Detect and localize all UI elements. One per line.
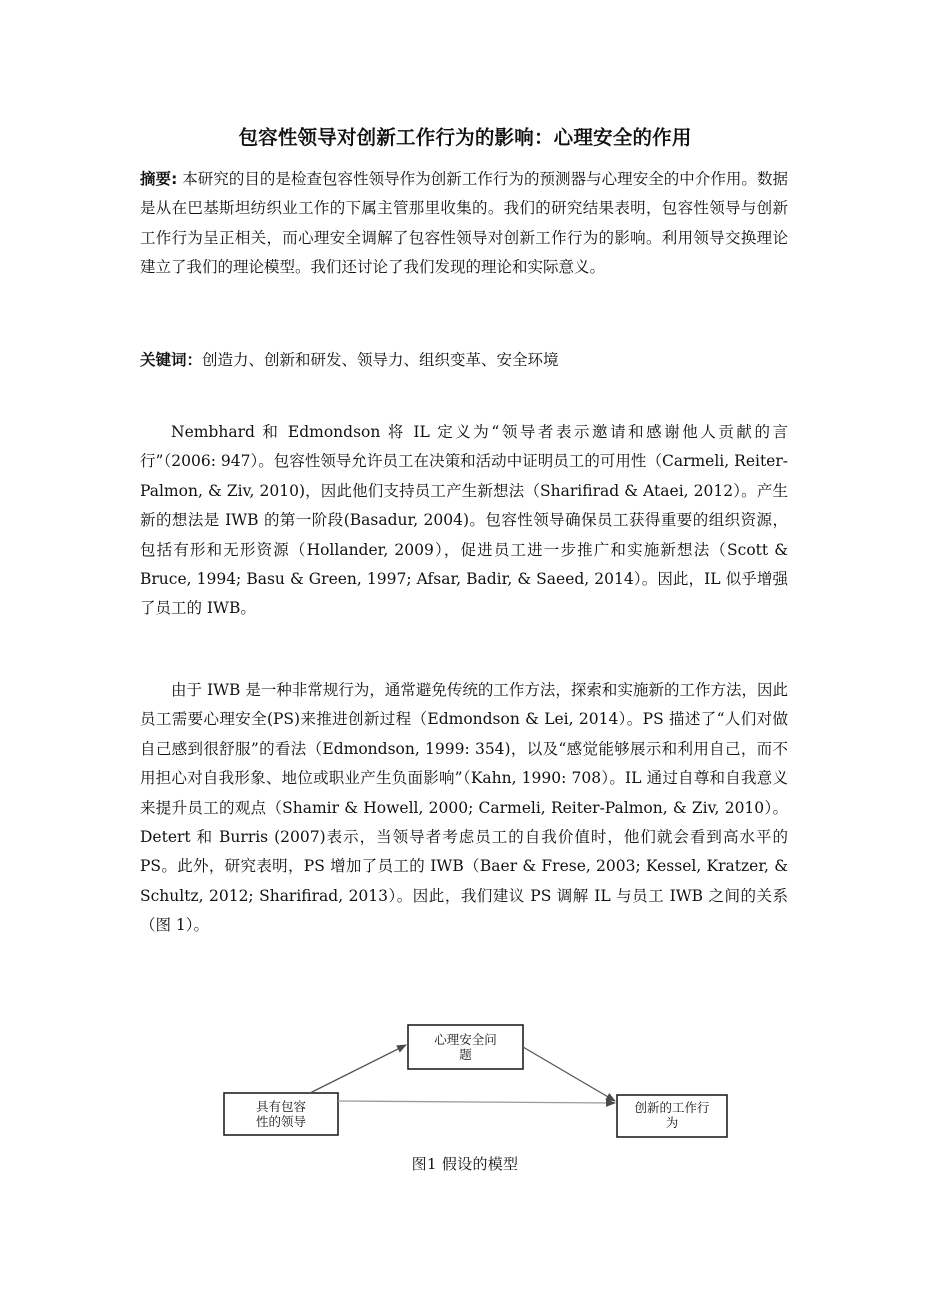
keywords xyxy=(140,346,788,375)
box-psych-safety: 心理安全问 题 xyxy=(434,1032,497,1062)
figure-caption: 图1 假设的模型 xyxy=(411,1155,519,1173)
box-innovative-work-behavior: 创新的工作行 为 xyxy=(634,1100,710,1130)
arrow-il-to-ps xyxy=(310,1045,406,1093)
abstract-label: 摘要: xyxy=(140,170,178,188)
body-paragraph-1: Nembhard 和 Edmondson 将 IL 定义为“领导者表示邀请和感谢他人贡献的言行”（2006: 947）。包容性领导允许员工在决策和活动中证明员工的可用性（Carmeli, Reiter-Palmon, & Ziv, 2010)，因此他们支持员工产生新想法（Sharifirad & Ataei, 2012）。产生新的想法是 IWB 的第一阶段(Basadur, 2004)。包容性领导确保员工获得重要的组织资源，包括有形和无形资源（Hollander, 2009），促进员工进一步推广和实施新想法（Scott & Bruce, 1994; Basu & Green, 1997; Afsar, Badir, & Saeed, 2014）。因此，IL 似乎增强了员工的 IWB。 xyxy=(140,423,788,618)
abstract xyxy=(140,165,788,283)
arrow-ps-to-iwb xyxy=(523,1047,615,1101)
abstract-text: 本研究的目的是检查包容性领导作为创新工作行为的预测器与心理安全的中介作用。数据是从在巴基斯坦纺织业工作的下属主管那里收集的。我们的研究结果表明，包容性领导与创新工作行为呈正相关，而心理安全调解了包容性领导对创新工作行为的影响。利用领导交换理论建立了我们的理论模型。我们还讨论了我们发现的理论和实际意义。 xyxy=(140,170,788,277)
hypothesized-model-figure xyxy=(200,1015,760,1155)
keywords-text: 创造力、创新和研发、领导力、组织变革、安全环境 xyxy=(202,351,559,369)
body-paragraph-2: 由于 IWB 是一种非常规行为，通常避免传统的工作方法，探索和实施新的工作方法，因此员工需要心理安全(PS)来推进创新过程（Edmondson & Lei, 2014）。PS 描述了“人们对做自己感到很舒服”的看法（Edmondson, 1999: 354)，以及“感觉能够展示和利用自己，而不用担心对自我形象、地位或职业产生负面影响”（Kahn, 1990: 708）。IL 通过自尊和自我意义来提升员工的观点（Shamir & Howell, 2000; Carmeli, Reiter-Palmon, & Ziv, 2010）。Detert 和 Burris (2007)表示，当领导者考虑员工的自我价值时，他们就会看到高水平的 PS。此外，研究表明，PS 增加了员工的 IWB（Baer & Frese, 2003; Kessel, Kratzer, & Schultz, 2012; Sharifirad, 2013）。因此，我们建议 PS 调解 IL 与员工 IWB 之间的关系（图 1）。 xyxy=(140,681,788,935)
paper-title: 包容性领导对创新工作行为的影响：心理安全的作用 xyxy=(238,126,692,149)
box-inclusive-leadership: 具有包容 性的领导 xyxy=(255,1099,306,1129)
keywords-label: 关键词： xyxy=(140,351,203,369)
arrow-il-to-iwb xyxy=(338,1101,615,1103)
